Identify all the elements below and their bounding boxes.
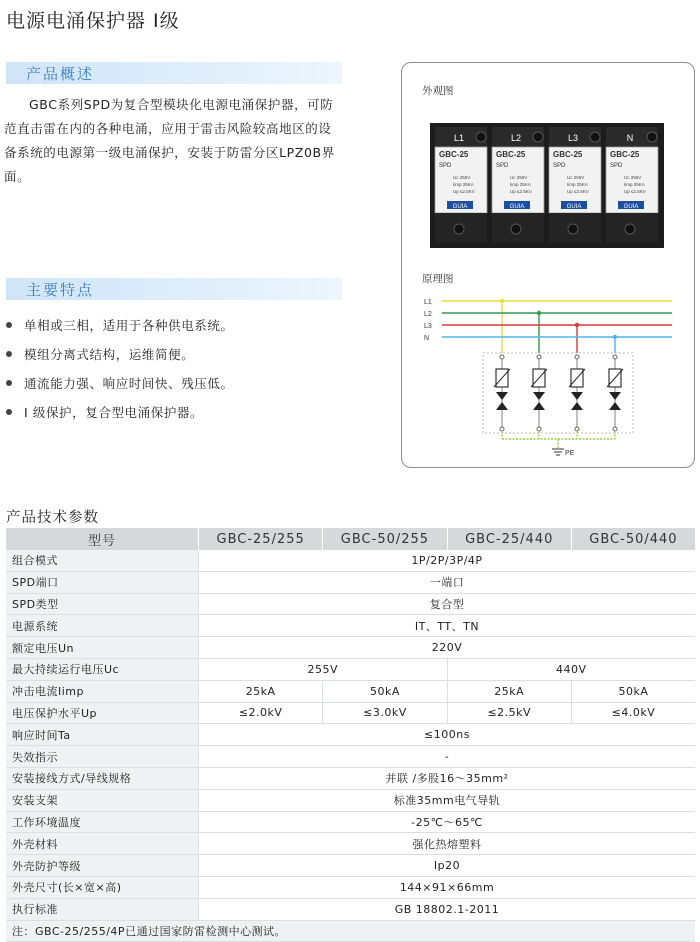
terminal-label: L2 (510, 133, 522, 143)
module-spec: Uc 255V (510, 175, 528, 180)
table-row (6, 615, 695, 637)
screw-icon (476, 132, 486, 142)
module-spec: Uc 255V (624, 175, 642, 180)
spec-value: 440V (447, 658, 695, 680)
header-model-1: GBC-25/255 (199, 528, 323, 550)
terminal-label: N (626, 133, 634, 143)
spec-value: 并联 /多股16～35mm² (199, 767, 696, 789)
overview-heading: 产品概述 (26, 65, 95, 83)
spec-value: - (199, 746, 696, 768)
spec-label: 外壳尺寸(长×宽×高) (6, 876, 199, 898)
gas-discharge-icon (496, 392, 508, 400)
spec-note: 注：GBC-25/255/4P已通过国家防雷检测中心测试。 (6, 920, 695, 942)
spec-value: 1P/2P/3P/4P (199, 550, 696, 571)
table-row (6, 571, 695, 593)
module-type: SPD (439, 163, 452, 169)
terminal-circle (575, 427, 579, 431)
brand-mark: GUIA (623, 204, 639, 210)
feature-item: 模组分离式结构，运维简便。 (6, 345, 234, 374)
gas-discharge-icon (571, 402, 583, 410)
spec-label: 额定电压Un (6, 637, 199, 659)
module-model: GBC-25 (610, 150, 640, 159)
figure-panel (401, 62, 695, 468)
spec-label: 外壳防护等级 (6, 855, 199, 877)
spec-value: -25℃～65℃ (199, 811, 696, 833)
spec-value: IT、TT、TN (199, 615, 696, 637)
line-label: N (424, 335, 430, 342)
spec-value: Ip20 (199, 855, 696, 877)
pe-label: PE (565, 450, 575, 457)
overview-text: GBC系列SPD为复合型模块化电源电涌保护器，可防范直击雷在内的各种电涌，应用于雷击风险较高地区的设备系统的电源第一级电涌保护，安装于防雷分区LPZ0B界面。 (4, 97, 335, 184)
table-row (6, 833, 695, 855)
spec-value: ≤100ns (199, 724, 696, 746)
terminal-circle (537, 427, 541, 431)
spec-value: ≤2.0kV (199, 702, 323, 724)
module-model: GBC-25 (439, 150, 469, 159)
spec-value: 强化热熔塑料 (199, 833, 696, 855)
module-spec: Iimp 25KA (624, 182, 645, 187)
overview-text-block (4, 93, 344, 189)
spec-label: 执行标准 (6, 898, 199, 920)
spec-value: ≤2.5kV (447, 702, 571, 724)
spec-value: 25kA (199, 680, 323, 702)
specs-table (6, 528, 695, 942)
gas-discharge-icon (609, 392, 621, 400)
screw-icon (590, 132, 600, 142)
spec-label: 失效指示 (6, 746, 199, 768)
module-spec: Up ≤2.5KV (567, 189, 589, 194)
screw-icon (568, 224, 578, 234)
screw-icon (511, 224, 521, 234)
terminal-circle (613, 427, 617, 431)
screw-icon (454, 224, 464, 234)
feature-item: 单相或三相，适用于各种供电系统。 (6, 316, 234, 345)
table-row (6, 855, 695, 877)
spec-value: ≤4.0kV (571, 702, 695, 724)
module-type: SPD (496, 163, 509, 169)
note-row (6, 920, 695, 942)
feature-item: 通流能力强、响应时间快、残压低。 (6, 374, 234, 403)
table-row (6, 593, 695, 615)
module-spec: Uc 255V (567, 175, 585, 180)
spec-value: 复合型 (199, 593, 696, 615)
header-model-2: GBC-50/255 (323, 528, 447, 550)
specs-header-row (6, 528, 695, 550)
module-spec: Uc 255V (453, 175, 471, 180)
gas-discharge-icon (571, 392, 583, 400)
terminal-label: L1 (453, 133, 465, 143)
screw-icon (625, 224, 635, 234)
table-row (6, 702, 695, 724)
module-spec: Up ≤2.5KV (624, 189, 646, 194)
spec-label: 安装接线方式/导线规格 (6, 767, 199, 789)
overview-heading-bar (6, 62, 342, 84)
spec-value: 144×91×66mm (199, 876, 696, 898)
spec-value: 一端口 (199, 571, 696, 593)
module-type: SPD (553, 163, 566, 169)
spec-value: GB 18802.1-2011 (199, 898, 696, 920)
spec-label: 响应时间Ta (6, 724, 199, 746)
features-heading: 主要特点 (26, 281, 95, 299)
table-row (6, 680, 695, 702)
line-label: L2 (424, 311, 432, 318)
schematic-caption: 原理图 (422, 273, 454, 285)
screw-icon (533, 132, 543, 142)
page-title: 电源电涌保护器 I级 (6, 10, 180, 32)
feature-item: I 级保护，复合型电涌保护器。 (6, 403, 234, 432)
screw-icon (647, 132, 657, 142)
spec-value: 50kA (571, 680, 695, 702)
table-row (6, 876, 695, 898)
spec-value: 220V (199, 637, 696, 659)
table-row (6, 724, 695, 746)
module-spec: Iimp 25KA (510, 182, 531, 187)
spec-label: 外壳材料 (6, 833, 199, 855)
table-row (6, 811, 695, 833)
terminal-circle (613, 355, 617, 359)
spec-value: 50kA (323, 680, 447, 702)
table-row (6, 550, 695, 571)
spd-product-image (402, 103, 694, 263)
features-heading-bar (6, 278, 342, 300)
table-row (6, 658, 695, 680)
spd-schematic-diagram (402, 289, 694, 469)
spec-label: SPD类型 (6, 593, 199, 615)
module-spec: Iimp 25KA (453, 182, 474, 187)
table-row (6, 767, 695, 789)
spec-value: ≤3.0kV (323, 702, 447, 724)
terminal-label: L3 (567, 133, 579, 143)
table-row (6, 898, 695, 920)
terminal-circle (500, 355, 504, 359)
brand-mark: GUIA (566, 204, 582, 210)
spec-label: 组合模式 (6, 550, 199, 571)
line-label: L1 (424, 299, 432, 306)
spec-label: SPD端口 (6, 571, 199, 593)
terminal-circle (537, 355, 541, 359)
appearance-caption: 外观图 (422, 85, 454, 97)
header-model: 型号 (6, 528, 199, 550)
spec-value: 255V (199, 658, 448, 680)
table-row (6, 637, 695, 659)
module-type: SPD (610, 163, 623, 169)
brand-mark: GUIA (509, 204, 525, 210)
spec-label: 安装支架 (6, 789, 199, 811)
spec-value: 标准35mm电气导轨 (199, 789, 696, 811)
gas-discharge-icon (496, 402, 508, 410)
specs-heading: 产品技术参数 (6, 510, 99, 526)
spec-label: 冲击电流Iimp (6, 680, 199, 702)
module-spec: Up ≤2.5KV (510, 189, 532, 194)
module-model: GBC-25 (496, 150, 526, 159)
gas-discharge-icon (533, 392, 545, 400)
table-row (6, 746, 695, 768)
terminal-circle (575, 355, 579, 359)
features-list (6, 316, 234, 432)
spec-label: 电压保护水平Up (6, 702, 199, 724)
gas-discharge-icon (533, 402, 545, 410)
spec-value: 25kA (447, 680, 571, 702)
terminal-circle (500, 427, 504, 431)
table-row (6, 789, 695, 811)
header-model-4: GBC-50/440 (571, 528, 695, 550)
spec-label: 电源系统 (6, 615, 199, 637)
header-model-3: GBC-25/440 (447, 528, 571, 550)
line-label: L3 (424, 323, 432, 330)
gas-discharge-icon (609, 402, 621, 410)
brand-mark: GUIA (452, 204, 468, 210)
module-spec: Iimp 25KA (567, 182, 588, 187)
spec-label: 工作环境温度 (6, 811, 199, 833)
module-spec: Up ≤2.5KV (453, 189, 475, 194)
module-model: GBC-25 (553, 150, 583, 159)
spec-label: 最大持续运行电压Uc (6, 658, 199, 680)
